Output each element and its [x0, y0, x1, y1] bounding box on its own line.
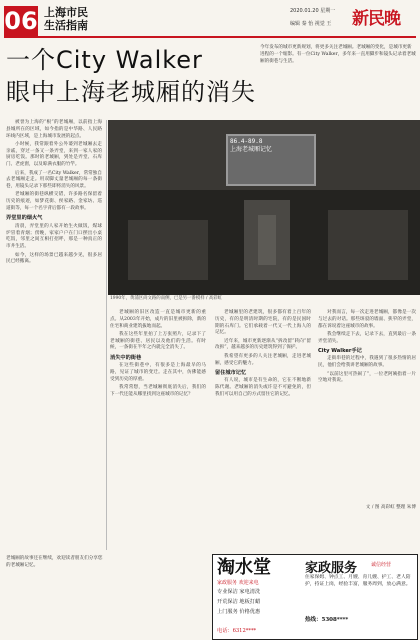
paragraph: 老城厢的街巷纵横交错，许多路名保留着历史的痕迹，如梦花街、侯家路、金家坊、巡道街等，每一个名字背后都有一段故事。 — [6, 192, 102, 212]
header-divider — [4, 36, 416, 38]
article-column-1 — [6, 120, 102, 268]
paragraph: 如今，这样的场景已越来越少见，很多居民已经搬离。 — [6, 252, 102, 265]
ad-right-title: 家政服务 — [305, 561, 358, 576]
photo-sign-line1: 86.4-89.8 — [230, 138, 263, 145]
ad-title: 淘水堂 — [217, 557, 271, 578]
article-column-2 — [110, 310, 206, 400]
photo-sign-line2: 上海老城厢记忆 — [230, 146, 273, 153]
paragraph: 对我而言，每一次走进老城厢，都像是一次与过去的对话。那些斑驳的墙面、狭窄的弄堂，都在诉说着这座城市的故事。 — [318, 310, 416, 329]
ad-line: 开荒保洁 地板打蜡 — [217, 599, 261, 605]
paragraph: 我希望有更多的人关注老城厢，走进老城厢，感受它的魅力。 — [215, 353, 311, 366]
ad-line: 专业保洁 家电清洗 — [217, 589, 261, 595]
photo-left-block — [128, 220, 208, 280]
paragraph: 我常常想，当老城厢彻底消失后，我们的下一代还能从哪里找到这座城市的记忆？ — [110, 385, 206, 397]
article-summary: 今年发布的城市更新规划，将更多关注老城厢。老城厢的变化，是城市更新进程的一个缩影。有一位City Walker，多年来一直用脚步和镜头记录着老城厢的街巷与生活。 — [260, 45, 416, 64]
newspaper-logo — [352, 6, 416, 32]
page-number: 06 — [4, 7, 38, 35]
classified-ad — [212, 554, 418, 640]
section-title — [44, 6, 88, 32]
paragraph: 近年来，城市更新逐渐从“拆改留”转向“留改拆”，越来越多的历史建筑得到了保护。 — [215, 338, 311, 351]
ad-phone: 电话：6312**** — [217, 628, 257, 634]
photo-caption: 1990年，黄浦区尚文路的南侧，已是另一番模样 / 高彩虹 — [110, 296, 223, 301]
paragraph: 后来，我成了一名City Walker，常常独自去老城厢走走。用双脚丈量老城厢的每一条街巷，用镜头记录下那些即将消失的风景。 — [6, 170, 102, 190]
headline-line1: 一个City Walker — [6, 46, 203, 74]
section-title-line2: 生活指南 — [44, 19, 88, 32]
subheading: City Walker手记 — [318, 347, 362, 354]
footer-note: 老城厢的故事还在继续，欢迎读者朋友们分享您的老城厢记忆。 — [6, 556, 103, 568]
paragraph: 老城厢的旧区改造一直是城市更新的重点。从2003年开始，成片的旧里被拆除，新的住宅和商业建筑拔地而起。 — [110, 310, 206, 329]
paragraph: 我在这些年里拍了上万张照片，记录下了老城厢的街巷、居民以及他们的生活。有时候，一条街在半年之内就完全消失了。 — [110, 331, 206, 351]
article-headline — [6, 44, 256, 108]
logo-prefix: 新 — [352, 9, 368, 29]
column-rule — [106, 120, 107, 550]
photo-right-block — [328, 210, 408, 280]
photo-sign-text — [230, 138, 272, 154]
paragraph: “以前这里可热闹了”，一位老阿姨指着一片空地对我说。 — [318, 371, 416, 384]
paragraph: 老城厢里的老建筑，很多都有着上百年的历史，有的是明清时期的宅院，有的是民国时期的石库门。它们承载着一代又一代上海人的记忆。 — [215, 310, 311, 336]
ad-right-phone: 热线：5308**** — [305, 617, 349, 623]
subheading: 留住城市记忆 — [215, 369, 247, 376]
paragraph: 被誉为上海的“根”的老城厢，以前指上海县城所在的区域，如今指的是中华路、人民路环线内区域，是上海城市发展的起点。 — [6, 120, 102, 139]
article-column-3 — [215, 310, 311, 400]
article-photo — [108, 120, 420, 295]
article-byline: 文 / 图 高彩虹 整理 朱博 — [365, 505, 416, 510]
paragraph: 小时候，我常跟着外公外婆到老城厢去走亲戚，穿过一条又一条弄堂，来到一家人家的厨房吃饭。那时的老城厢，到处是弄堂、石库门、老虎窗，以及晾满衣服的竹竿。 — [6, 141, 102, 168]
subheading: 消失中的街巷 — [110, 354, 142, 361]
issue-date: 2020.01.20 星期一 — [290, 8, 336, 14]
subheading: 弄堂里的烟火气 — [6, 215, 43, 222]
editor-credits: 编辑 秦 怡 视觉 王 — [290, 21, 332, 27]
paragraph: 有人说，城市是有生命的，它在不断地新陈代谢。老城厢的消失或许是不可避免的，但我们可以用自己的方式留住它的记忆。 — [215, 378, 311, 397]
photo-figure — [258, 215, 276, 265]
paragraph: 清晨，弄堂里的人家开始生火做饭，煤球炉冒着青烟；傍晚，家家户户在门口摆出小桌吃饭，邻里之间互相打招呼，那是一种真正的市井生活。 — [6, 223, 102, 250]
section-title-line1: 上海市民 — [44, 6, 88, 19]
ad-subtitle: 家政服务 欢迎来电 — [217, 580, 259, 586]
ad-line: 上门服务 价格优惠 — [217, 609, 261, 615]
ad-right-subtitle: 诚信经营 — [371, 562, 392, 568]
paragraph: 我会继续走下去，记录下去，直到最后一条弄堂消失。 — [318, 331, 416, 344]
paragraph: 在这些街巷中，有很多是上海最早的马路，见证了城市的变迁。走在其中，仿佛能感受到历史的厚重。 — [110, 363, 206, 382]
logo-main: 民晚 — [368, 9, 400, 29]
headline-line2: 眼中上海老城厢的消失 — [6, 78, 256, 106]
paragraph: 走街串巷的过程中，我遇到了很多热情的居民，他们会给我讲老城厢的故事。 — [318, 356, 416, 369]
ad-right-text: 住家保姆、钟点工、月嫂、育儿嫂、护工、老人陪护，持证上岗，经验丰富，服务周到，放心满意。 — [305, 575, 411, 587]
article-column-4 — [318, 310, 416, 387]
